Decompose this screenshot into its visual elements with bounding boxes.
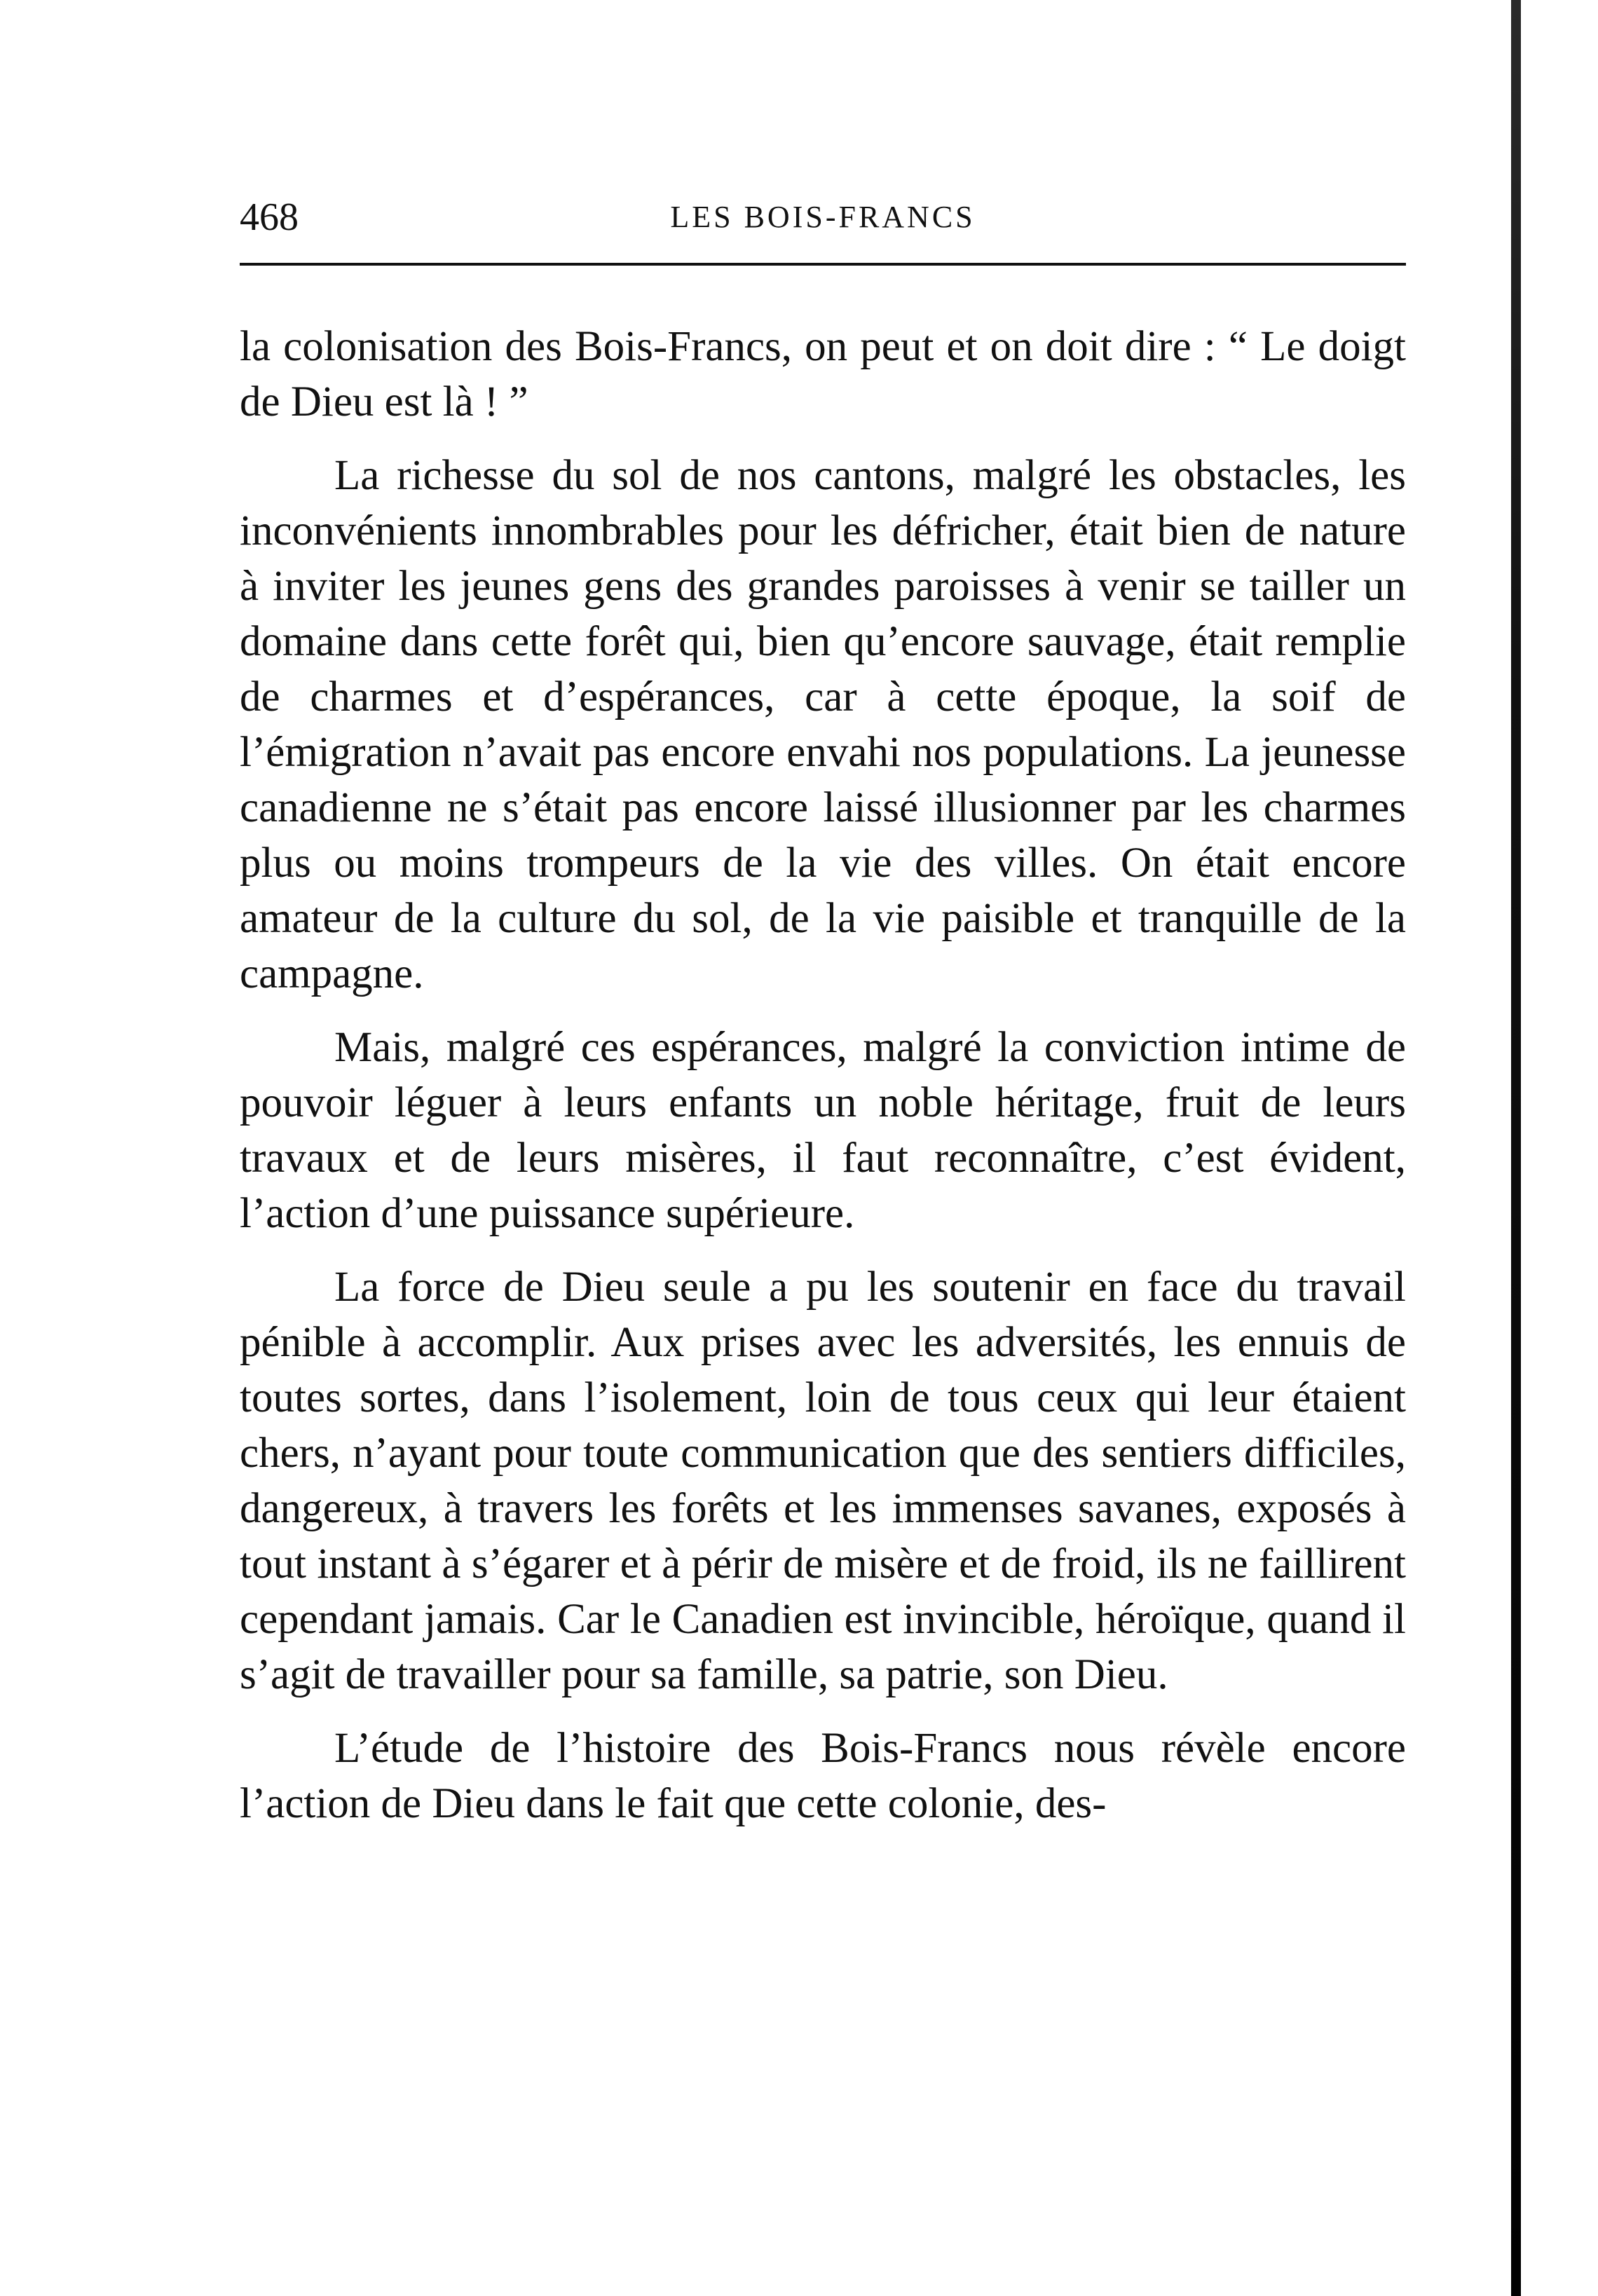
paragraph-continuation: la colonisation des Bois-Francs, on peut et on doit dire : “ Le doigt de Dieu est là ! ”: [240, 323, 1406, 425]
body-text: [240, 319, 1406, 1850]
running-title: LES BOIS-FRANCS: [670, 200, 976, 234]
paragraph: L’étude de l’histoire des Bois-Francs nous révèle encore l’action de Dieu dans le fait que cette colonie, des-: [240, 1725, 1406, 1827]
page-number: 468: [240, 196, 299, 239]
header-rule: [240, 263, 1406, 266]
paragraph: La richesse du sol de nos cantons, malgré les obstacles, les inconvénients innombrables pour les défricher, était bien de nature à inviter les jeunes gens des grandes paroisses à venir se tailler un domaine dans cette forêt qui, bien qu’encore sauvage, était remplie de charmes et d’espérances, car à cette époque, la soif de l’émigration n’avait pas encore envahi nos populations. La jeunesse canadienne ne s’était pas encore laissé illusionner par les charmes plus ou moins trompeurs de la vie des villes. On était encore amateur de la culture du sol, de la vie paisible et tranquille de la campagne.: [240, 452, 1406, 997]
page-header: [240, 189, 1406, 245]
page-edge-shadow: [1511, 0, 1521, 2296]
paragraph: La force de Dieu seule a pu les soutenir en face du travail pénible à accomplir. Aux prises avec les adversités, les ennuis de toutes sortes, dans l’isolement, loin de tous ceux qui leur étaient chers, n’ayant pour toute communication que des sentiers difficiles, dangereux, à travers les forêts et les immenses savanes, exposés à tout instant à s’égarer et à périr de misère et de froid, ils ne faillirent cependant jamais. Car le Canadien est invincible, héroïque, quand il s’agit de travailler pour sa famille, sa patrie, son Dieu.: [240, 1264, 1406, 1698]
paragraph: Mais, malgré ces espérances, malgré la conviction intime de pouvoir léguer à leurs enfants un noble héritage, fruit de leurs travaux et de leurs misères, il faut reconnaître, c’est évident, l’action d’une puissance supérieure.: [240, 1024, 1406, 1237]
